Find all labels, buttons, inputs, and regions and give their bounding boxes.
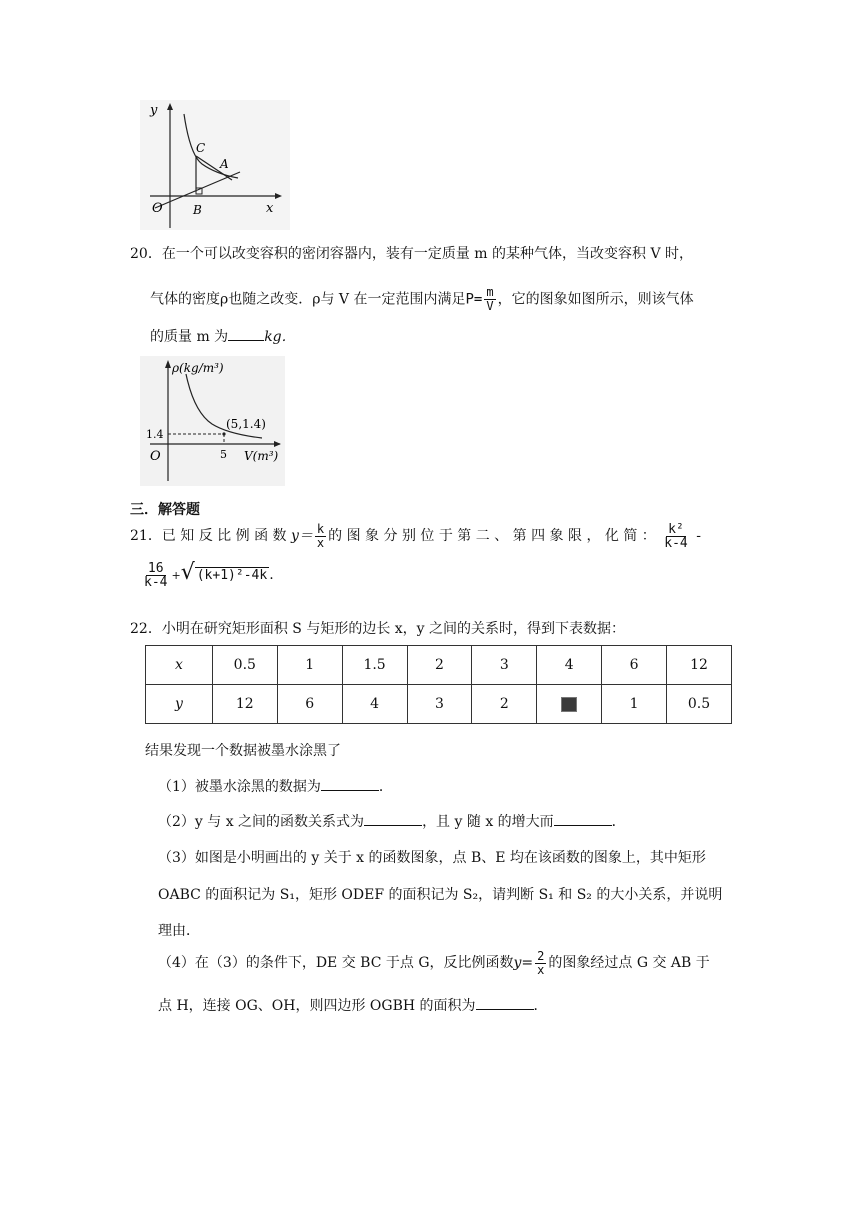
table-cell: 1 bbox=[602, 685, 667, 724]
q21-f3-num: 16 bbox=[147, 560, 164, 576]
q19-figure bbox=[140, 100, 290, 230]
q22-part2 bbox=[158, 811, 626, 832]
fig19-origin-label: O bbox=[152, 201, 163, 216]
q20-formula-lhs: P= bbox=[465, 291, 483, 308]
fig20-y-axis-label: ρ(kg/m³) bbox=[172, 361, 224, 375]
q21-text-b: 的 图 象 分 别 位 于 第 二 、 第 四 象 限 ， 化 简 ： bbox=[328, 528, 656, 544]
q20-formula-num: m bbox=[486, 285, 494, 299]
q22-after-table: 结果发现一个数据被墨水涂黑了 bbox=[145, 743, 341, 759]
q21-number: 21． bbox=[130, 528, 162, 544]
table-row bbox=[146, 685, 732, 724]
q22-p4-num: 2 bbox=[537, 948, 545, 963]
table-row bbox=[146, 646, 732, 685]
q22-p2-text-b: ，且 y 随 x 的增大而 bbox=[422, 814, 554, 830]
q22-data-table bbox=[145, 645, 732, 724]
q20-formula-fraction bbox=[484, 286, 495, 313]
q22-part3-line1: （3）如图是小明画出的 y 关于 x 的函数图象，点 B、E 均在该函数的图象上，其中矩形 bbox=[158, 850, 706, 866]
table-cell: 6 bbox=[277, 685, 342, 724]
q20-line3 bbox=[150, 326, 296, 347]
fig20-x-axis-label: V(m³) bbox=[244, 449, 279, 463]
table-cell-y-header: y bbox=[146, 685, 213, 724]
q20-formula-den: V bbox=[486, 299, 494, 313]
q21-fraction-1 bbox=[315, 523, 326, 550]
q22-p4-l2-end: ． bbox=[533, 998, 548, 1014]
ink-blot-icon bbox=[561, 697, 577, 712]
table-cell: 3 bbox=[472, 646, 537, 685]
q22-part3-line2: OABC 的面积记为 S₁，矩形 ODEF 的面积记为 S₂，请判断 S₁ 和 S₂ 的大小关系，并说明 bbox=[158, 887, 723, 903]
q22-part1 bbox=[158, 776, 393, 797]
q21-end: . bbox=[269, 567, 274, 583]
fig19-y-label: y bbox=[150, 103, 158, 118]
q21-f1-den: x bbox=[316, 535, 325, 550]
q22-p2-end: ． bbox=[611, 814, 626, 830]
q22-p4-blank[interactable] bbox=[476, 995, 534, 1010]
q20-number: 20． bbox=[130, 246, 162, 262]
q22-p4-text-a: （4）在（3）的条件下，DE 交 BC 于点 G，反比例函数 bbox=[158, 955, 514, 971]
q22-intro-line bbox=[130, 619, 625, 639]
q22-p1-text: （1）被墨水涂黑的数据为 bbox=[158, 779, 321, 795]
q22-p2-text-a: （2）y 与 x 之间的函数关系式为 bbox=[158, 814, 365, 830]
q20-answer-blank[interactable] bbox=[228, 326, 264, 341]
q21-radicand: (k+1)²-4k bbox=[196, 568, 268, 583]
table-cell: 12 bbox=[212, 685, 277, 724]
q20-line1 bbox=[130, 244, 693, 264]
q22-p4-l2-text: 点 H，连接 OG、OH，则四边形 OGBH 的面积为 bbox=[158, 998, 476, 1014]
q20-text-2b: ，它的图象如图所示，则该气体 bbox=[497, 291, 694, 308]
table-cell: 4 bbox=[342, 685, 407, 724]
table-cell: 0.5 bbox=[212, 646, 277, 685]
q22-part4-line1 bbox=[158, 948, 710, 978]
fig20-x-tick: 5 bbox=[220, 448, 227, 461]
table-cell: 3 bbox=[407, 685, 472, 724]
q22-p4-y: y= bbox=[513, 955, 534, 971]
table-cell: 2 bbox=[472, 685, 537, 724]
fig19-a-label: A bbox=[220, 157, 229, 171]
q21-minus: - bbox=[696, 528, 701, 544]
table-cell-x-header: x bbox=[146, 646, 213, 685]
q22-p2-blank-2[interactable] bbox=[554, 811, 612, 826]
table-cell: 0.5 bbox=[667, 685, 732, 724]
q22-p1-end: ． bbox=[378, 779, 393, 795]
q22-p4-den: x bbox=[537, 962, 545, 977]
table-cell: 12 bbox=[667, 646, 732, 685]
q21-y-eq: y＝ bbox=[290, 528, 313, 544]
table-cell: 1.5 bbox=[342, 646, 407, 685]
q21-line2 bbox=[140, 556, 274, 593]
q21-f2-den: k-4 bbox=[664, 535, 688, 551]
q20-text-3a: 的质量 m 为 bbox=[150, 329, 229, 345]
q22-intro: 小明在研究矩形面积 S 与矩形的边长 x，y 之间的关系时，得到下表数据： bbox=[161, 621, 626, 637]
table-cell: 6 bbox=[602, 646, 667, 685]
q21-f1-num: k bbox=[316, 521, 325, 536]
q21-fraction-2 bbox=[662, 523, 689, 550]
fig20-point-label: (5,1.4) bbox=[226, 417, 266, 431]
q22-p1-blank[interactable] bbox=[321, 776, 379, 791]
q22-p2-blank-1[interactable] bbox=[364, 811, 422, 826]
table-cell: 4 bbox=[537, 646, 602, 685]
q21-f2-num: k² bbox=[668, 521, 684, 537]
q20-text-1: 在一个可以改变容积的密闭容器内，装有一定质量 m 的某种气体，当改变容积 V 时， bbox=[161, 246, 694, 262]
q21-f3-den: k-4 bbox=[144, 574, 168, 590]
q20-figure bbox=[140, 356, 285, 486]
q21-plus: + bbox=[171, 569, 181, 582]
fig19-b-label: B bbox=[193, 203, 202, 217]
q22-p4-text-b: 的图象经过点 G 交 AB 于 bbox=[548, 955, 710, 971]
q20-text-2a: 气体的密度ρ也随之改变．ρ与 V 在一定范围内满足 bbox=[150, 291, 466, 308]
q21-line1 bbox=[130, 521, 701, 551]
q22-part3-line3: 理由． bbox=[158, 923, 200, 939]
section-heading: 三．解答题 bbox=[130, 502, 200, 518]
q22-p4-fraction bbox=[535, 950, 546, 977]
fig20-y-tick: 1.4 bbox=[146, 428, 164, 441]
q22-number: 22． bbox=[130, 621, 162, 637]
fig20-origin-label: O bbox=[150, 449, 161, 464]
table-cell: 2 bbox=[407, 646, 472, 685]
table-cell: 1 bbox=[277, 646, 342, 685]
fig19-x-label: x bbox=[266, 201, 274, 216]
q20-line2 bbox=[150, 286, 694, 313]
fig19-c-label: C bbox=[196, 141, 206, 155]
q20-text-3b: kg． bbox=[264, 329, 296, 345]
q21-text-a: 已 知 反 比 例 函 数 bbox=[161, 528, 287, 544]
q22-part4-line2 bbox=[158, 995, 548, 1016]
table-cell-ink-blot bbox=[537, 685, 602, 724]
q21-sqrt-sign: √ bbox=[180, 560, 195, 585]
q21-fraction-3 bbox=[142, 562, 169, 589]
